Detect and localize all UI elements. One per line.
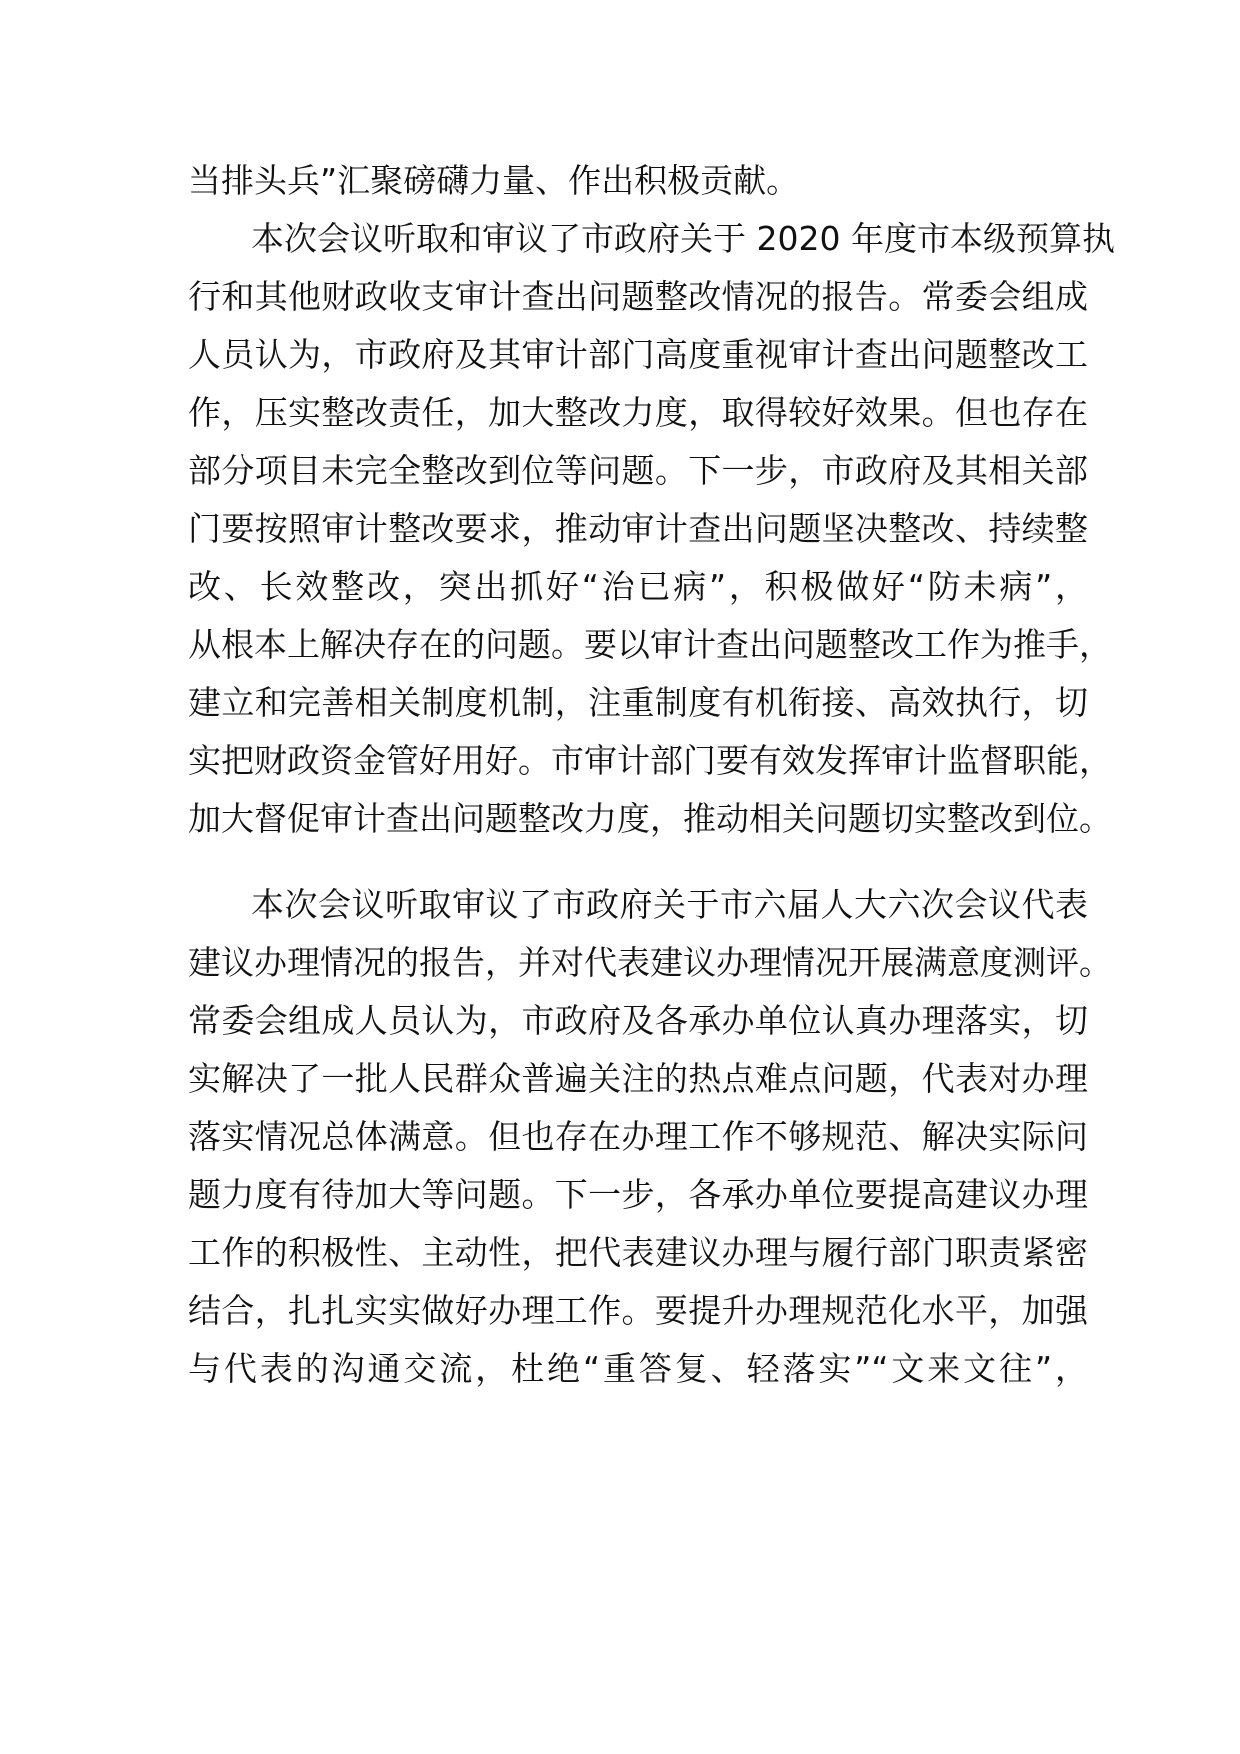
paragraph-line: 门要按照审计整改要求，推动审计查出问题坚决整改、持续整 (188, 509, 1088, 548)
paragraph-line: 与代表的沟通交流，杜绝“重答复、轻落实”“文来文往”， (188, 1349, 1088, 1388)
paragraph-line: 当排头兵”汇聚磅礴力量、作出积极贡献。 (188, 161, 800, 200)
paragraph-line: 部分项目未完全整改到位等问题。下一步，市政府及其相关部 (188, 451, 1088, 490)
paragraph-line: 实把财政资金管好用好。市审计部门要有效发挥审计监督职能， (188, 741, 1112, 780)
paragraph-line: 建立和完善相关制度机制，注重制度有机衔接、高效执行，切 (188, 683, 1088, 722)
paragraph-line: 本次会议听取和审议了市政府关于 2020 年度市本级预算执 (251, 219, 1115, 258)
paragraph-line: 常委会组成人员认为，市政府及各承办单位认真办理落实，切 (188, 1001, 1088, 1040)
paragraph-line: 改、长效整改，突出抓好“治已病”，积极做好“防未病”， (188, 567, 1088, 606)
paragraph-line: 题力度有待加大等问题。下一步，各承办单位要提高建议办理 (188, 1175, 1088, 1214)
paragraph-line: 实解决了一批人民群众普遍关注的热点难点问题，代表对办理 (188, 1059, 1088, 1098)
paragraph-line: 工作的积极性、主动性，把代表建议办理与履行部门职责紧密 (188, 1233, 1088, 1272)
paragraph-line: 加大督促审计查出问题整改力度，推动相关问题切实整改到位。 (188, 799, 1112, 838)
paragraph-line: 结合，扎扎实实做好办理工作。要提升办理规范化水平，加强 (188, 1291, 1088, 1330)
paragraph-line: 人员认为，市政府及其审计部门高度重视审计查出问题整改工 (188, 335, 1088, 374)
paragraph-line: 作，压实整改责任，加大整改力度，取得较好效果。但也存在 (188, 393, 1088, 432)
paragraph-line: 建议办理情况的报告，并对代表建议办理情况开展满意度测评。 (188, 943, 1112, 982)
paragraph-line: 行和其他财政收支审计查出问题整改情况的报告。常委会组成 (188, 277, 1088, 316)
paragraph-line: 从根本上解决存在的问题。要以审计查出问题整改工作为推手， (188, 625, 1112, 664)
paragraph-line: 本次会议听取审议了市政府关于市六届人大六次会议代表 (251, 885, 1088, 924)
paragraph-line: 落实情况总体满意。但也存在办理工作不够规范、解决实际问 (188, 1117, 1088, 1156)
